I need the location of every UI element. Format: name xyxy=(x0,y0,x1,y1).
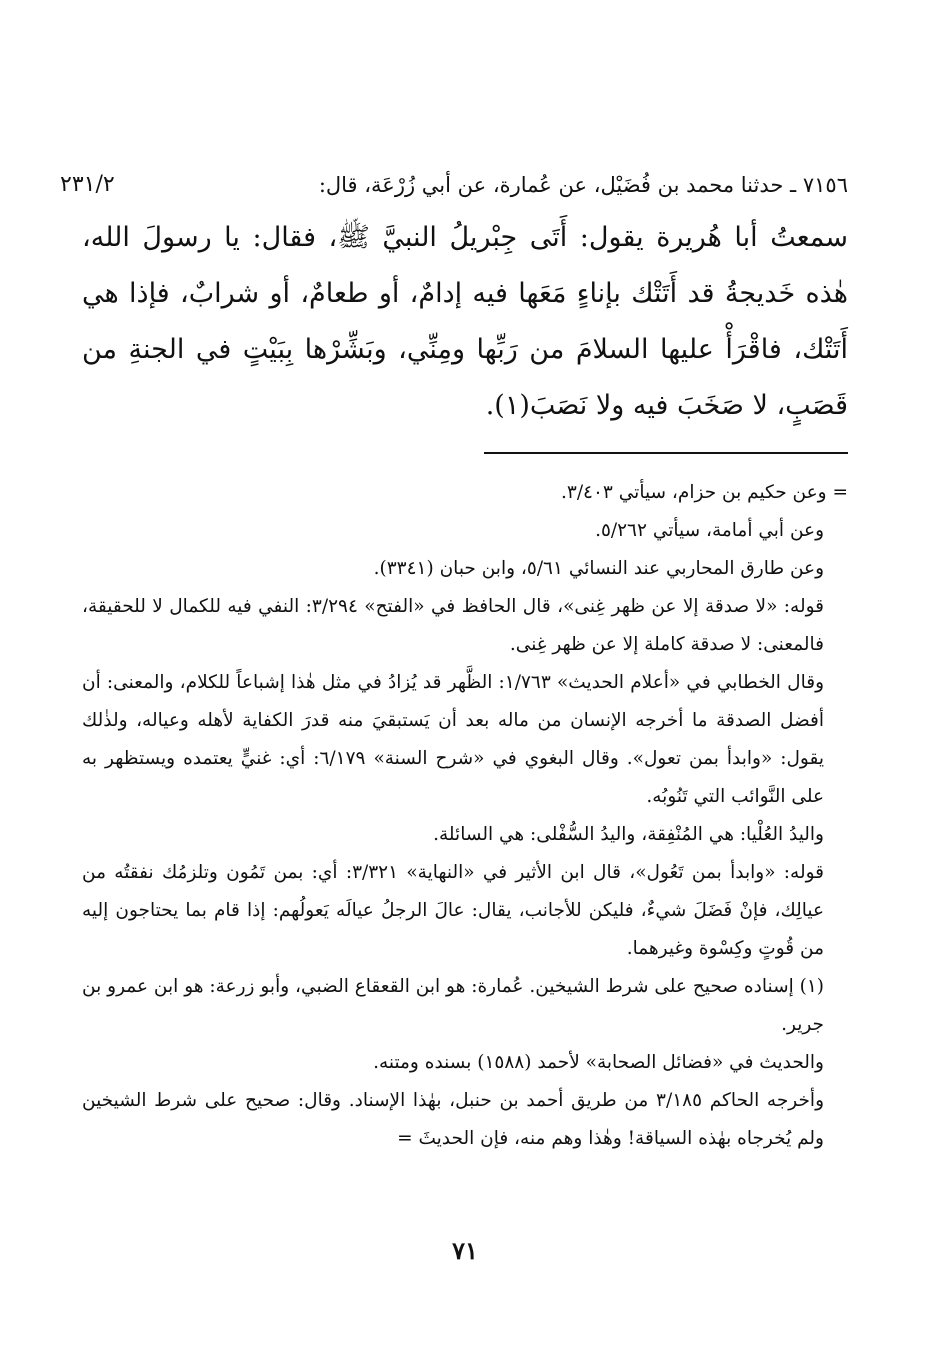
reference-volume-page: ٢٣١/٢ xyxy=(60,172,115,197)
footnote-paragraph: قوله: «وابدأ بمن تَعُول»، قال ابن الأثير في «النهاية» ٣/٣٢١: أي: بمن تَمُون وتلزمُك نفقتُه من عيالِك، فإنْ فَضَلَ شيءٌ، فليكن للأجانب، يقال: عالَ الرجلُ عيالَه يَعولُهم: إذا قام بما يحتاجون إليه من قُوتٍ وكِسْوة وغيرهما. xyxy=(82,862,824,959)
footnote-paragraph: واليدُ العُلْيا: هي المُنْفِقة، واليدُ السُّفْلى: هي السائلة. xyxy=(433,824,824,845)
footnote-paragraph: وعن أبي أمامة، سيأتي ٥/٢٦٢. xyxy=(595,520,824,541)
footnote-paragraph: وعن طارق المحاربي عند النسائي ٥/٦١، وابن حبان (٣٣٤١). xyxy=(373,558,824,579)
footnote-paragraph: قوله: «لا صدقة إلا عن ظهر غِنى»، قال الحافظ في «الفتح» ٣/٢٩٤: النفي فيه للكمال لا للحقيقة، فالمعنى: لا صدقة كاملة إلا عن ظهر غِنى. xyxy=(82,596,824,655)
footnote-paragraph: والحديث في «فضائل الصحابة» لأحمد (١٥٨٨) بسنده ومتنه. xyxy=(373,1052,824,1073)
hadith-isnad: ٧١٥٦ ـ حدثنا محمد بن فُضَيْل، عن عُمارة، عن أبي زُرْعَة، قال: xyxy=(318,173,848,197)
hadith-matn: سمعتُ أبا هُريرة يقول: أَتَى جِبْريلُ النبيَّ ﷺ، فقال: يا رسولَ الله، هٰذه خَديجةُ قد أَتَتْك بإناءٍ مَعَها فيه إدامٌ، أو طعامٌ، أو شرابٌ، فإذا هي أَتَتْك، فاقْرَأْ عليها السلامَ من رَبِّها ومِنِّي، وبَشِّرْها بِبَيْتٍ في الجنةِ من قَصَبٍ، لا صَخَبَ فيه ولا نَصَبَ(١). xyxy=(82,222,848,421)
footnotes xyxy=(82,474,848,1158)
footnote-divider xyxy=(484,452,848,454)
hadith-block xyxy=(82,168,848,434)
footnote-paragraph: وأخرجه الحاكم ٣/١٨٥ من طريق أحمد بن حنبل، بهٰذا الإسناد. وقال: صحيح على شرط الشيخين ولم يُخرجاه بهٰذه السياقة! وهٰذا وهم منه، فإن الحديثَ = xyxy=(82,1090,825,1149)
page-number: ٧١ xyxy=(452,1236,478,1265)
hadith-text xyxy=(82,210,848,434)
footnote-paragraph: = وعن حكيم بن حزام، سيأتي ٣/٤٠٣. xyxy=(561,482,848,503)
footnote-paragraph: وقال الخطابي في «أعلام الحديث» ١/٧٦٣: الظَّهر قد يُزادُ في مثل هٰذا إشباعاً للكلام، والمعنى: أن أفضل الصدقة ما أخرجه الإنسان من ماله بعد أن يَستبقيَ منه قدرَ الكفاية لأهله وعياله، ولذٰلك يقول: «وابدأ بمن تعول». وقال البغوي في «شرح السنة» ٦/١٧٩: أي: غنيٍّ يعتمده ويستظهر به على النَّوائب التي تَنُوبُه. xyxy=(82,672,825,807)
footnote-paragraph: (١) إسناده صحيح على شرط الشيخين. عُمارة: هو ابن القعقاع الضبي، وأبو زرعة: هو ابن عمرو بن جرير. xyxy=(82,976,824,1035)
